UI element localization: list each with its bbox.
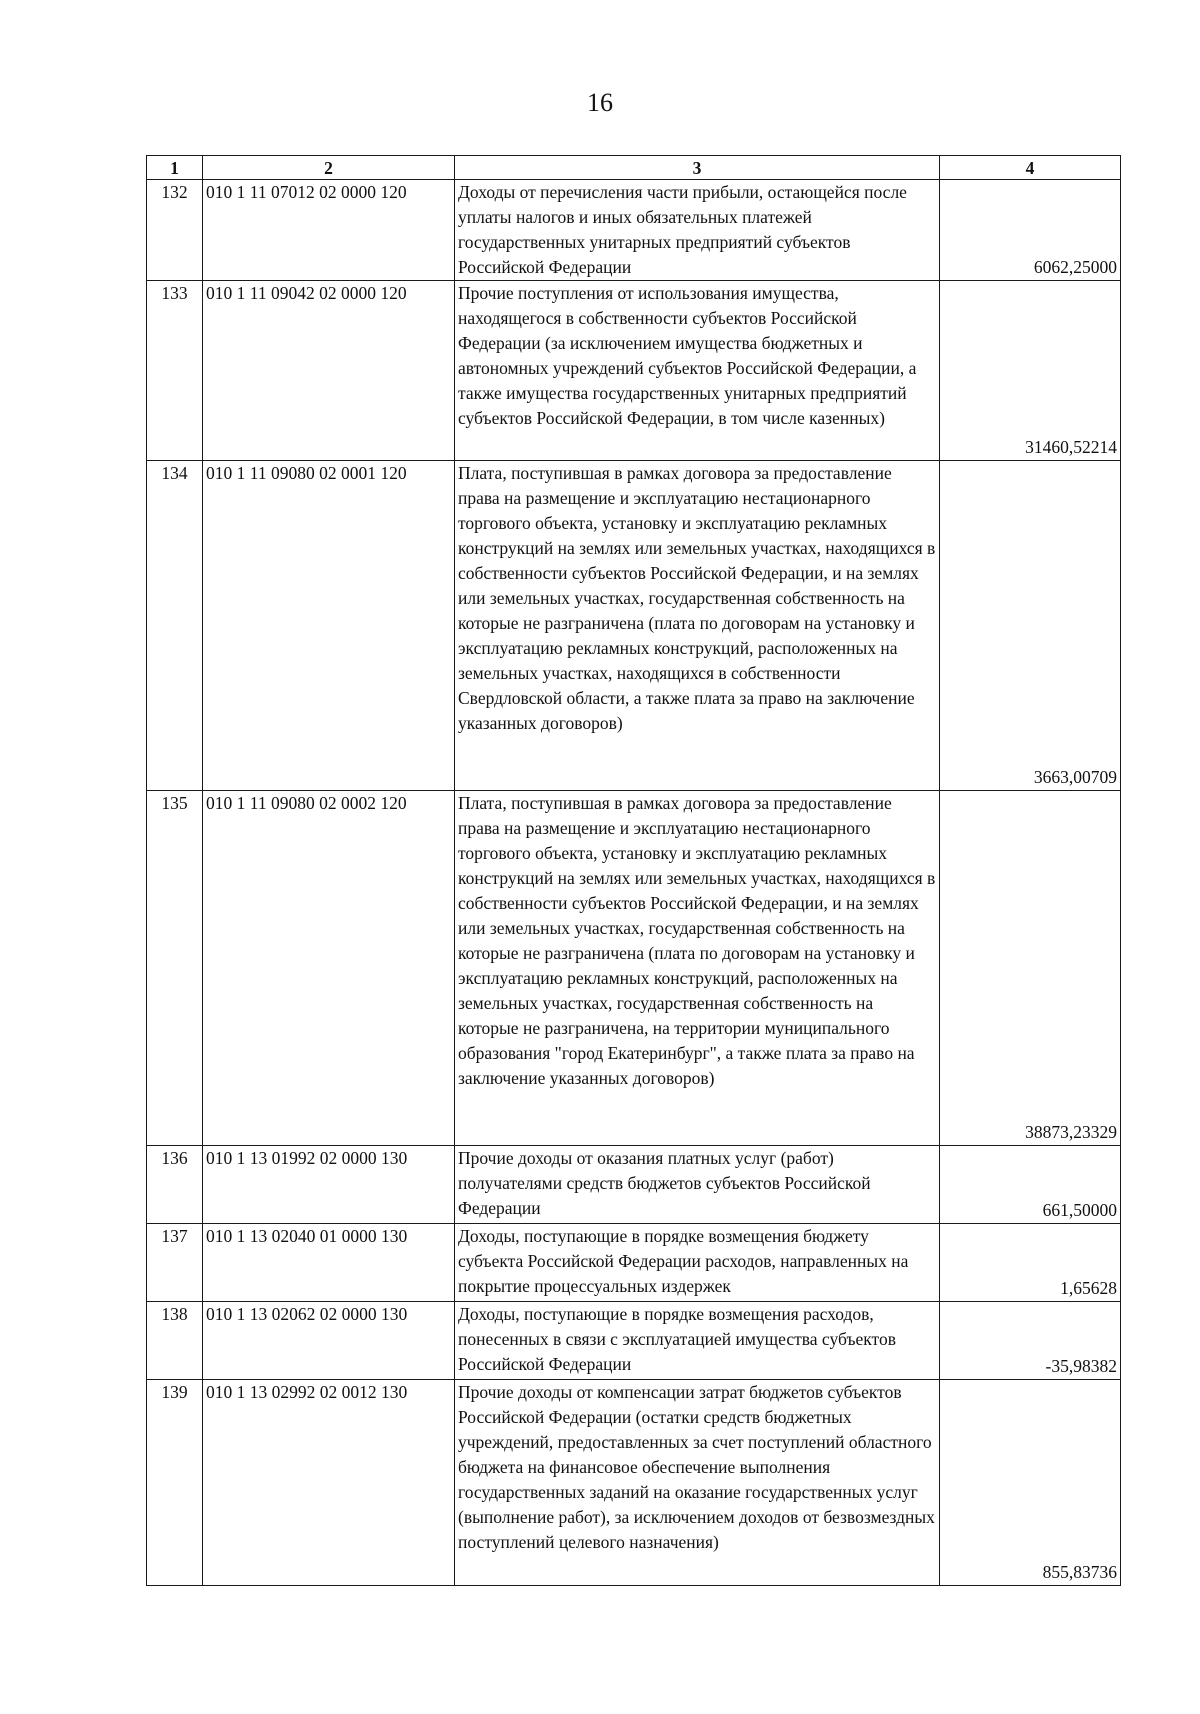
- row-number: 133: [147, 281, 203, 461]
- table-row: [147, 281, 1121, 461]
- row-number: 139: [147, 1380, 203, 1586]
- table-row: [147, 1224, 1121, 1302]
- amount: 6062,25000: [940, 180, 1121, 281]
- row-number: 138: [147, 1302, 203, 1380]
- budget-code: 010 1 11 07012 02 0000 120: [203, 180, 455, 281]
- revenue-description: Прочие поступления от использования имущества, находящегося в собственности субъектов Российской Федерации (за исключением имущества бюджетных и автономных учреждений субъектов Российской Федерации, а также имущества государственных унитарных предприятий субъектов Российской Федерации, в том числе казенных): [455, 281, 940, 461]
- revenue-description: Плата, поступившая в рамках договора за предоставление права на размещение и эксплуатацию нестационарного торгового объекта, установку и эксплуатацию рекламных конструкций на землях или земельных участках, находящихся в собственности субъектов Российской Федерации, и на землях или земельных участках, государственная собственность на которые не разграничена (плата по договорам на установку и эксплуатацию рекламных конструкций, расположенных на земельных участках, государственная собственность на которые не разграничена, на территории муниципального образования "город Екатеринбург", а также плата за право на заключение указанных договоров): [455, 791, 940, 1146]
- revenue-description: Доходы, поступающие в порядке возмещения бюджету субъекта Российской Федерации расходов, направленных на покрытие процессуальных издержек: [455, 1224, 940, 1302]
- row-number: 137: [147, 1224, 203, 1302]
- row-number: 135: [147, 791, 203, 1146]
- revenue-table: [146, 155, 1121, 1586]
- revenue-description: Доходы от перечисления части прибыли, остающейся после уплаты налогов и иных обязательных платежей государственных унитарных предприятий субъектов Российской Федерации: [455, 180, 940, 281]
- table-row: [147, 461, 1121, 791]
- table-row: [147, 1380, 1121, 1586]
- row-number: 132: [147, 180, 203, 281]
- amount: 31460,52214: [940, 281, 1121, 461]
- table-row: [147, 1302, 1121, 1380]
- revenue-description: Прочие доходы от оказания платных услуг (работ) получателями средств бюджетов субъектов Российской Федерации: [455, 1146, 940, 1224]
- header-col-4: 4: [940, 156, 1121, 180]
- budget-code: 010 1 13 02062 02 0000 130: [203, 1302, 455, 1380]
- amount: 3663,00709: [940, 461, 1121, 791]
- header-col-2: 2: [203, 156, 455, 180]
- amount: 38873,23329: [940, 791, 1121, 1146]
- revenue-description: Плата, поступившая в рамках договора за предоставление права на размещение и эксплуатацию нестационарного торгового объекта, установку и эксплуатацию рекламных конструкций на землях или земельных участках, находящихся в собственности субъектов Российской Федерации, и на землях или земельных участках, государственная собственность на которые не разграничена (плата по договорам на установку и эксплуатацию рекламных конструкций, расположенных на земельных участках, находящихся в собственности Свердловской области, а также плата за право на заключение указанных договоров): [455, 461, 940, 791]
- row-number: 136: [147, 1146, 203, 1224]
- table-row: [147, 791, 1121, 1146]
- header-col-1: 1: [147, 156, 203, 180]
- revenue-description: Доходы, поступающие в порядке возмещения расходов, понесенных в связи с эксплуатацией имущества субъектов Российской Федерации: [455, 1302, 940, 1380]
- revenue-description: Прочие доходы от компенсации затрат бюджетов субъектов Российской Федерации (остатки средств бюджетных учреждений, предоставленных за счет поступлений областного бюджета на финансовое обеспечение выполнения государственных заданий на оказание государственных услуг (выполнение работ), за исключением доходов от безвозмездных поступлений целевого назначения): [455, 1380, 940, 1586]
- table-row: [147, 1146, 1121, 1224]
- budget-code: 010 1 11 09042 02 0000 120: [203, 281, 455, 461]
- budget-code: 010 1 13 02040 01 0000 130: [203, 1224, 455, 1302]
- amount: 661,50000: [940, 1146, 1121, 1224]
- budget-code: 010 1 11 09080 02 0001 120: [203, 461, 455, 791]
- row-number: 134: [147, 461, 203, 791]
- page-number: 16: [587, 88, 613, 117]
- header-col-3: 3: [455, 156, 940, 180]
- amount: -35,98382: [940, 1302, 1121, 1380]
- table-header-row: [147, 156, 1121, 180]
- amount: 1,65628: [940, 1224, 1121, 1302]
- amount: 855,83736: [940, 1380, 1121, 1586]
- budget-code: 010 1 13 01992 02 0000 130: [203, 1146, 455, 1224]
- budget-code: 010 1 13 02992 02 0012 130: [203, 1380, 455, 1586]
- table-row: [147, 180, 1121, 281]
- budget-code: 010 1 11 09080 02 0002 120: [203, 791, 455, 1146]
